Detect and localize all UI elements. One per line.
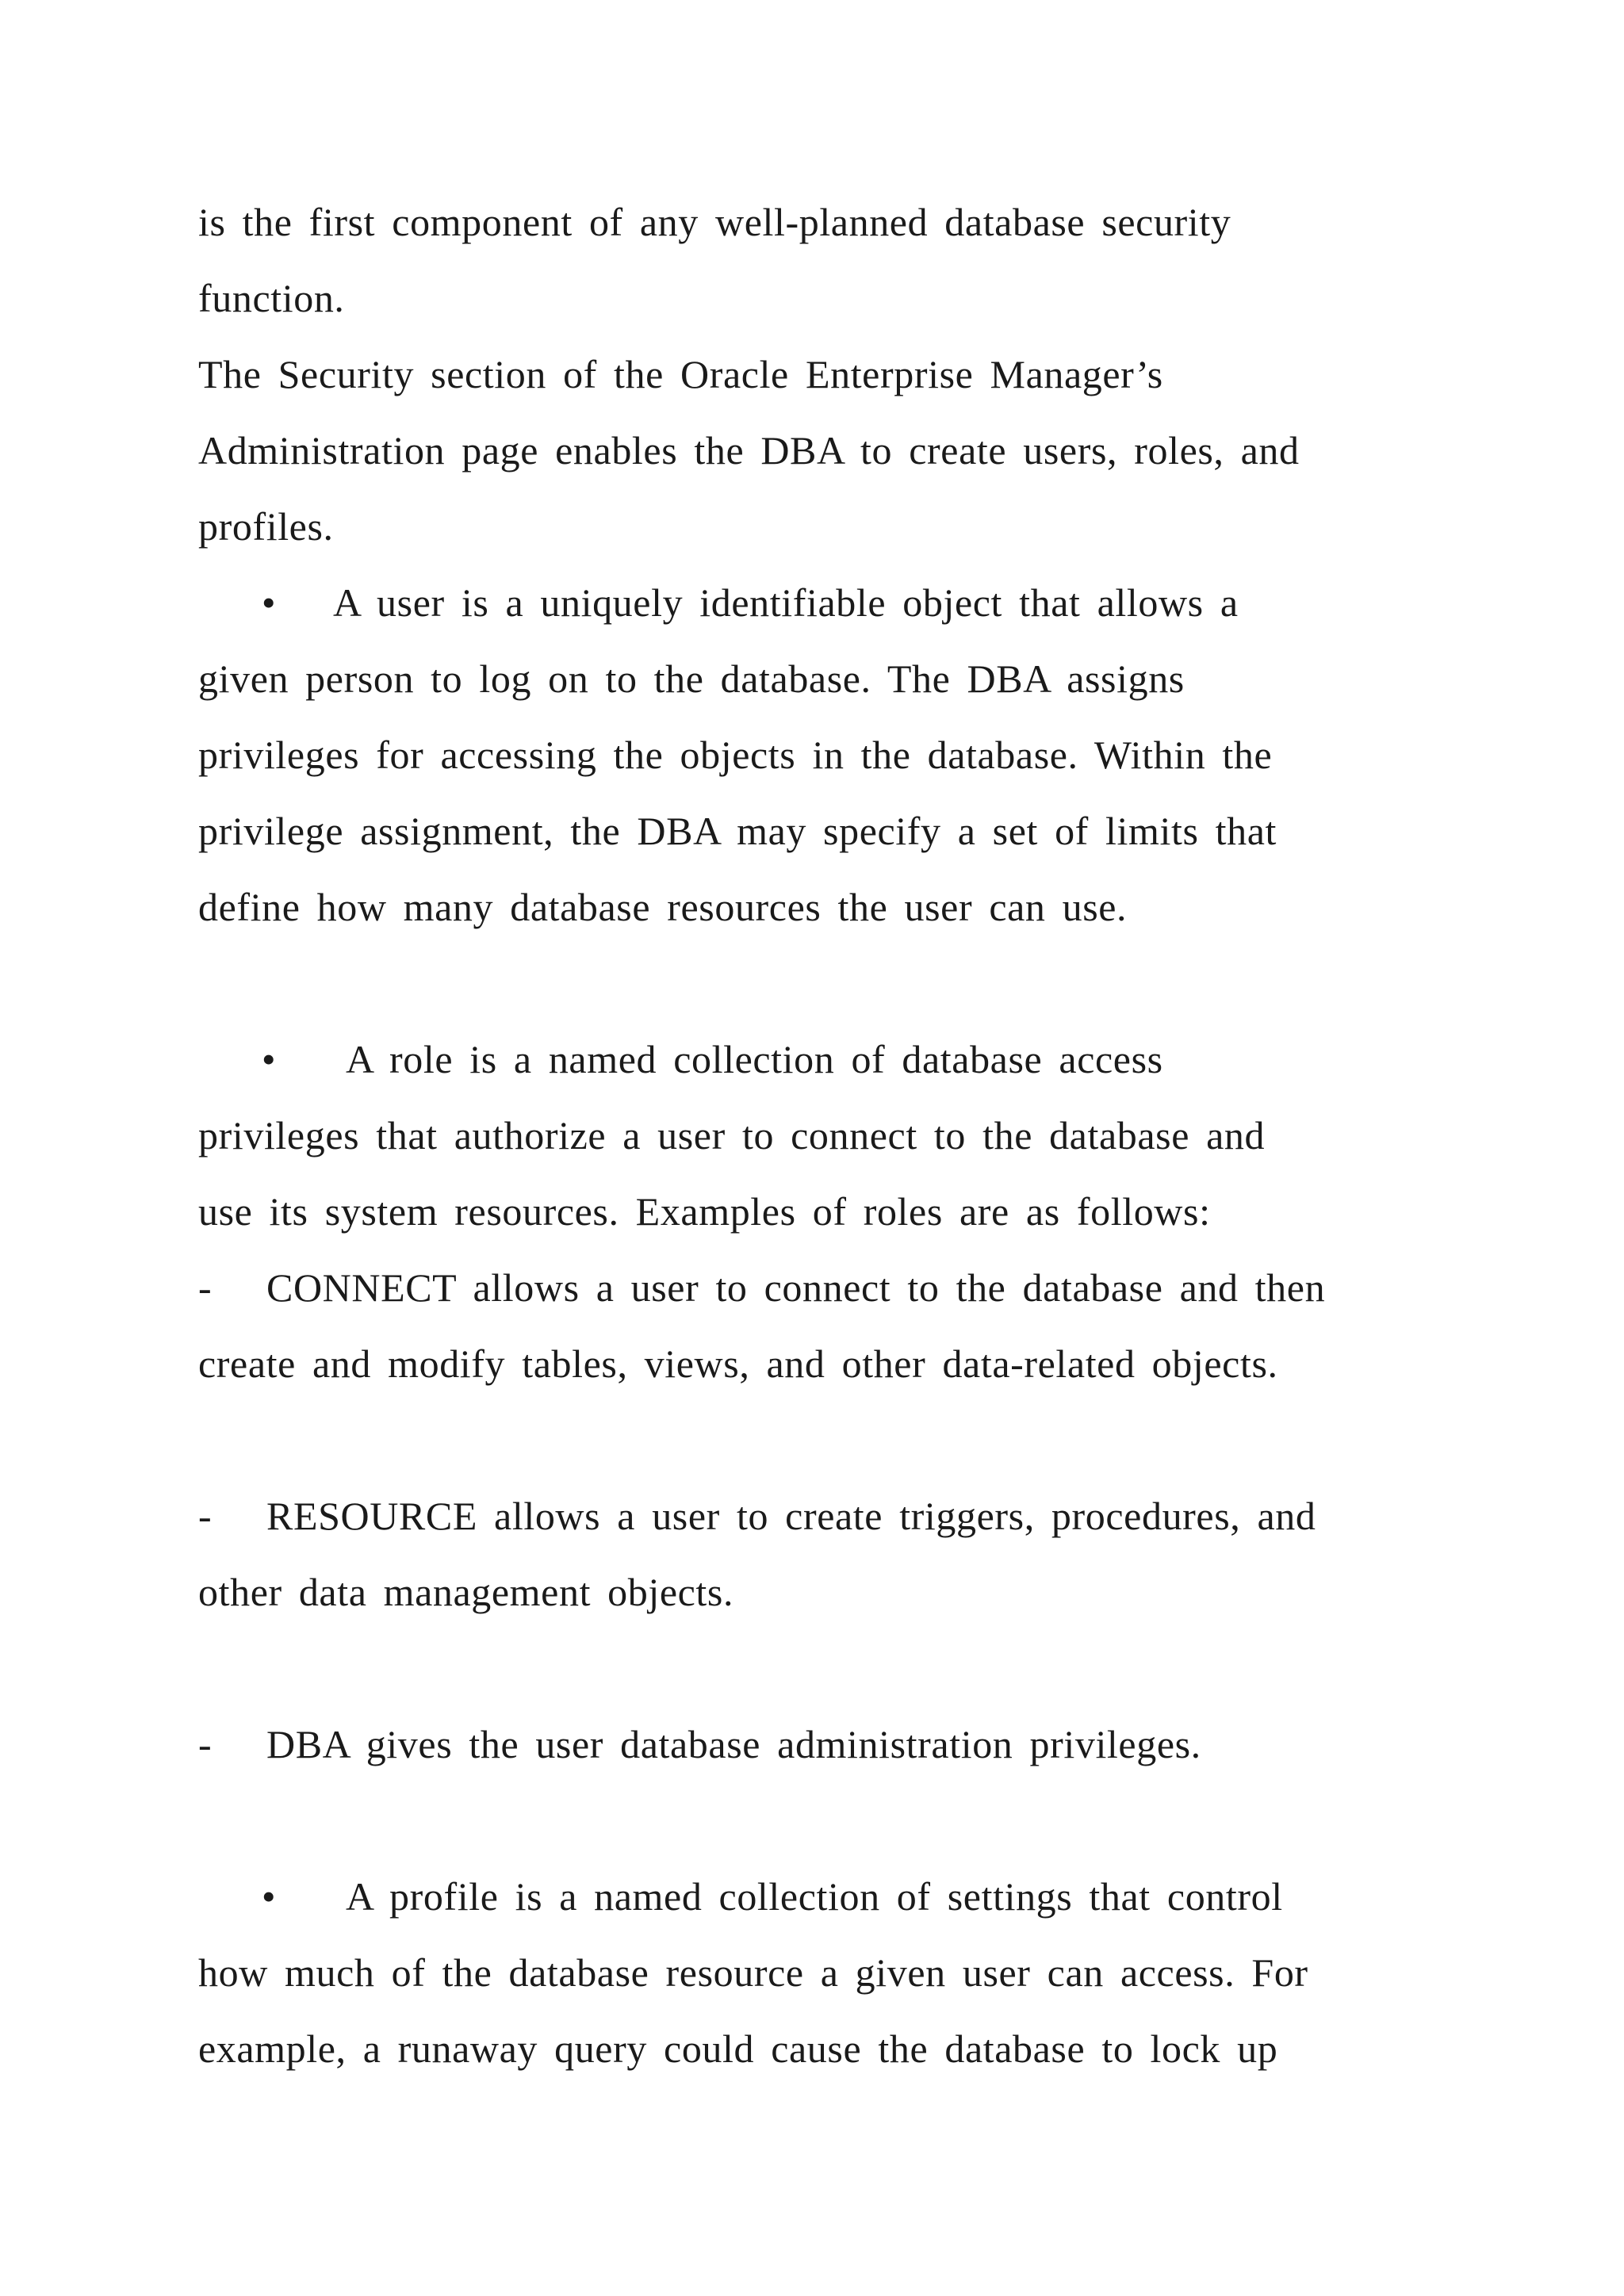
paragraph-line: example, a runaway query could cause the database to lock up (198, 2026, 1278, 2071)
paragraph-line: profiles. (198, 504, 334, 549)
blank-line (198, 1630, 1467, 1706)
paragraph-line: privileges for accessing the objects in the database. Within the (198, 733, 1273, 777)
paragraph-line: define how many database resources the user can use. (198, 885, 1128, 929)
dash-text: RESOURCE allows a user to create triggers, procedures, and (266, 1494, 1316, 1538)
paragraph-line: privilege assignment, the DBA may specify a set of limits that (198, 809, 1277, 853)
bullet-text: A user is a uniquely identifiable object that allows a (333, 580, 1239, 625)
dash-item-dba (198, 1706, 1467, 1782)
bullet-marker: • (262, 580, 277, 625)
dash-text: DBA gives the user database administration privileges. (266, 1722, 1201, 1766)
document-body (198, 184, 1467, 2087)
paragraph-line: other data management objects. (198, 1570, 734, 1614)
bullet-item-profile (198, 1858, 1467, 1934)
dash-item-connect (198, 1249, 1467, 1326)
paragraph-line: is the first component of any well-planned database security (198, 200, 1231, 244)
bullet-item-role (198, 1021, 1467, 1097)
paragraph-line: function. (198, 276, 345, 320)
blank-line (198, 945, 1467, 1021)
blank-line (198, 1782, 1467, 1858)
dash-marker: - (198, 1265, 213, 1310)
dash-marker: - (198, 1722, 213, 1766)
paragraph-line: privileges that authorize a user to connect to the database and (198, 1113, 1266, 1158)
paragraph-line: create and modify tables, views, and other data-related objects. (198, 1341, 1278, 1386)
dash-item-resource (198, 1478, 1467, 1554)
paragraph-line: how much of the database resource a given user can access. For (198, 1950, 1308, 1995)
dash-text: CONNECT allows a user to connect to the database and then (266, 1265, 1326, 1310)
paragraph-line: Administration page enables the DBA to create users, roles, and (198, 428, 1300, 473)
dash-marker: - (198, 1494, 213, 1538)
bullet-marker: • (262, 1037, 277, 1081)
bullet-marker: • (262, 1874, 277, 1919)
paragraph-line: use its system resources. Examples of roles are as follows: (198, 1189, 1211, 1234)
blank-line (198, 1402, 1467, 1478)
paragraph-line: The Security section of the Oracle Enterprise Manager’s (198, 352, 1163, 396)
bullet-item-user (198, 564, 1467, 641)
paragraph-line: given person to log on to the database. The DBA assigns (198, 656, 1185, 701)
bullet-text: A profile is a named collection of settings that control (346, 1874, 1283, 1919)
bullet-text: A role is a named collection of database access (346, 1037, 1163, 1081)
